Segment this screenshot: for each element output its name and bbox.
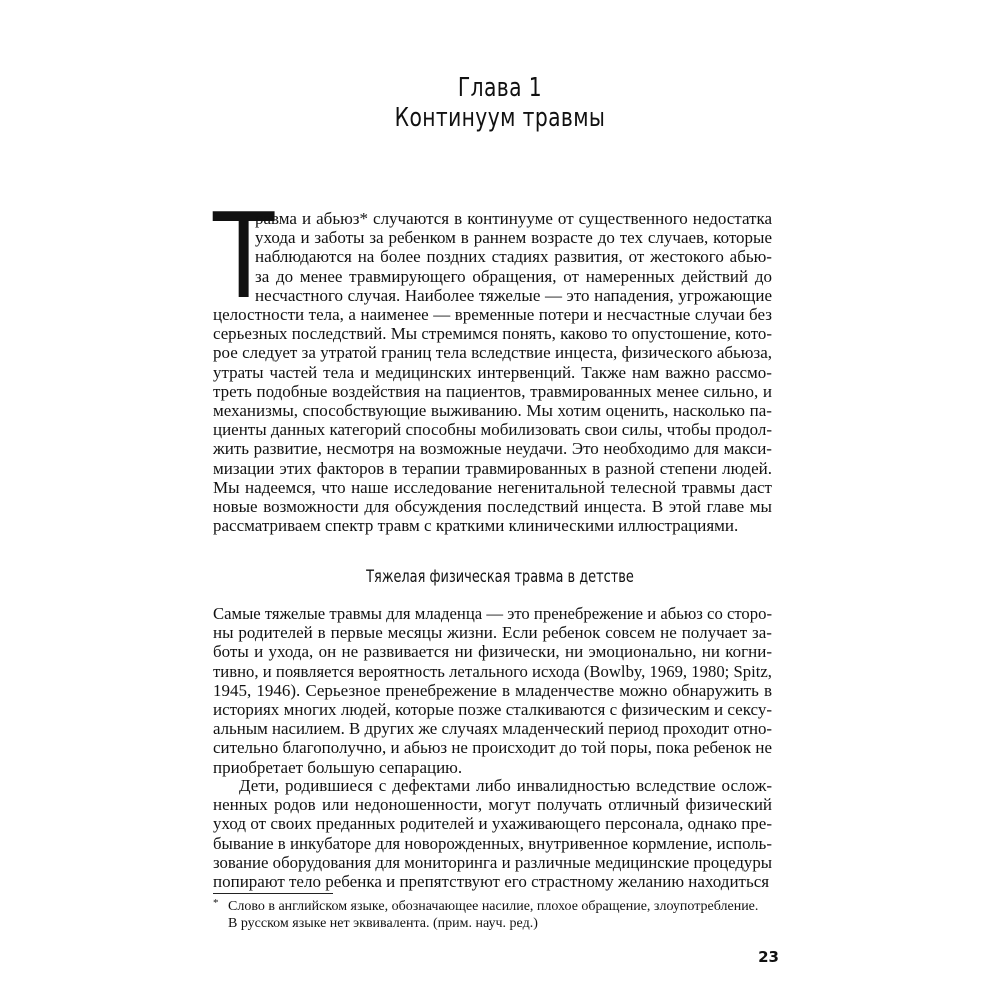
text-line: циенты данных категорий способны мобилизовать свои силы, чтобы продол- [213,420,772,440]
text-line: боты и ухода, он не развивается ни физически, ни эмоционально, ни когни- [213,642,772,662]
text-line: ухода и заботы за ребенком в раннем возрасте до тех случаев, которые [255,228,773,248]
footnote-line: В русском языке нет эквивалента. (прим. науч. ред.) [228,916,538,931]
text-line: сительно благополучно, и абьюз не происходит до той поры, пока ребенок не [213,738,773,758]
drop-cap: Т [213,187,275,325]
text-line: за до менее травмирующего обращения, от намеренных действий до [255,266,772,286]
chapter-number: Глава 1 [457,73,543,103]
text-line: уход от своих преданных родителей и ухаживающего персонала, однако пре- [213,814,772,834]
text-line: Самые тяжелые травмы для младенца — это пренебрежение и абьюз со сторо- [213,604,772,623]
text-line: жить развитие, несмотря на возможные неудачи. Это необходимо для макси- [213,439,772,459]
text-line: ненных родов или недоношенности, могут получать отличный физический [213,795,773,815]
text-line: ны родителей в первые месяцы жизни. Если ребенок совсем не получает за- [213,623,772,643]
text-line: механизмы, способствующие выживанию. Мы хотим оценить, насколько па- [213,401,772,420]
text-line: зование оборудования для мониторинга и различные медицинские процедуры [213,852,772,872]
text-line: утраты частей тела и медицинских интервенций. Также нам важно рассмо- [213,362,772,382]
text-line: попирают тело ребенка и препятствуют его страстному желанию находиться [213,872,770,891]
chapter-title: Континуум травмы [394,103,606,133]
text-line: 1945, 1946). Серьезное пренебрежение в младенчестве можно обнаружить в [213,680,772,700]
footnote-line: Слово в английском языке, обозначающее насилие, плохое обращение, злоупотребление. [228,899,759,914]
text-line: приобретает большую сепарацию. [213,757,463,777]
text-line: треть подобные воздействия на пациентов, травмированных менее сильно, и [213,381,772,401]
text-line: тивно, и появляется вероятность летального исхода (Bowlby, 1969, 1980; Spitz, [213,661,772,681]
text-line: историях многих людей, которые позже сталкиваются с физическим и сексу- [213,700,773,719]
footnote-mark: * [213,897,219,909]
text-line: равма и абьюз* случаются в континууме от существенного недостатка [255,209,773,228]
text-line: Дети, родившиеся с дефектами либо инвалидностью вследствие ослож- [239,776,772,795]
text-line: рое следует за утратой границ тела вследствие инцеста, физического абьюза, [213,343,772,363]
page-number: 23 [758,948,779,966]
text-line: новые возможности для обсуждения последствий инцеста. В этой главе мы [213,497,772,516]
text-line: рассматриваем спектр травм с краткими клиническими иллюстрациями. [213,516,739,536]
text-line: бывание в инкубаторе для новорожденных, внутривенное кормление, исполь- [213,833,772,853]
text-line: Мы надеемся, что наше исследование негенитальной телесной травмы даст [213,477,772,497]
footnote-rule [213,893,333,894]
text-line: серьезных последствий. Мы стремимся понять, каково то опустошение, кото- [213,324,772,344]
text-line: наблюдаются на более поздних стадиях развития, от жестокого абью- [255,247,772,267]
text-line: мизации этих факторов в терапии травмированных в разной степени людей. [213,458,772,478]
text-line: несчастного случая. Наиболее тяжелые — это нападения, угрожающие [255,285,772,305]
text-line: альным насилием. В других же случаях младенческий период проходит отно- [213,719,773,739]
text-line: целостности тела, а наименее — временные потери и несчастные случаи без [213,305,772,324]
section-heading: Тяжелая физическая травма в детстве [366,567,634,587]
